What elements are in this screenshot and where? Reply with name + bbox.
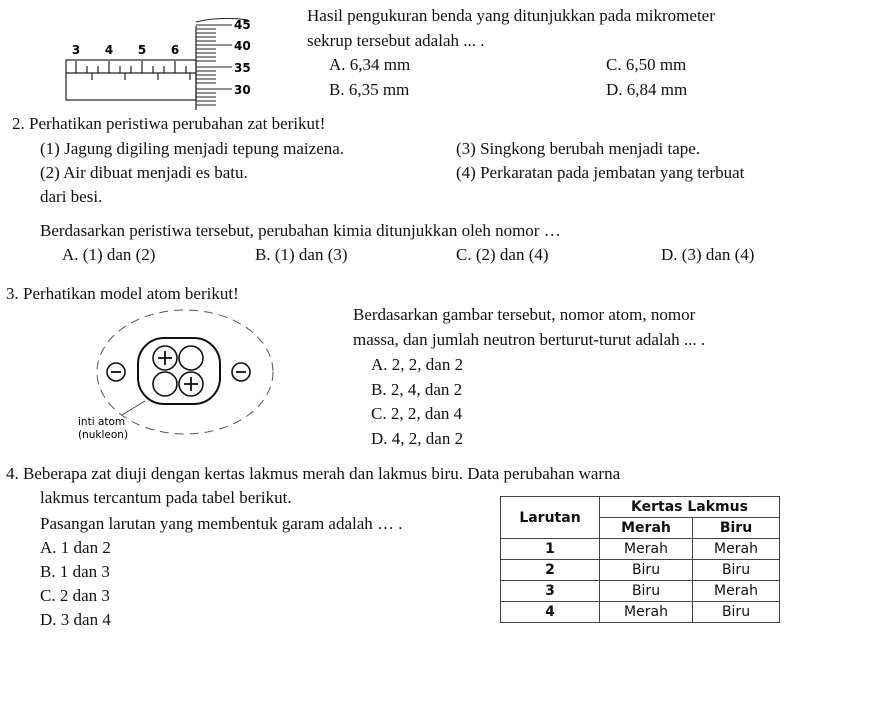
cell-biru: Merah [693, 581, 780, 602]
cell-larutan: 2 [501, 560, 600, 581]
header-merah: Merah [600, 518, 693, 539]
q3-title: 3. Perhatikan model atom berikut! [6, 284, 239, 303]
table-row [501, 602, 780, 623]
micrometer-figure [0, 0, 300, 112]
cell-larutan: 4 [501, 602, 600, 623]
atom-label-nukleon: (nukleon) [78, 429, 129, 441]
q3-option-b: B. 2, 4, dan 2 [371, 380, 463, 399]
litmus-table [500, 496, 780, 623]
q1-option-b: B. 6,35 mm [329, 80, 410, 99]
header-larutan: Larutan [501, 497, 600, 539]
q4-question: Pasangan larutan yang membentuk garam adalah … . [40, 514, 403, 533]
q2-option-d: D. (3) dan (4) [661, 245, 755, 264]
thimble-label-35: 35 [234, 61, 251, 75]
q2-item-3: (3) Singkong berubah menjadi tape. [456, 139, 701, 158]
q1-stem-line1: Hasil pengukuran benda yang ditunjukkan pada mikrometer [307, 6, 715, 25]
cell-larutan: 3 [501, 581, 600, 602]
q2-item-4-cont: dari besi. [40, 187, 103, 206]
q2-item-2: (2) Air dibuat menjadi es batu. [40, 163, 248, 182]
q3-option-d: D. 4, 2, dan 2 [371, 429, 464, 448]
sleeve-label-3: 3 [71, 43, 81, 57]
q1-option-d: D. 6,84 mm [606, 80, 688, 99]
q1-stem-line2: sekrup tersebut adalah ... . [307, 31, 485, 50]
cell-merah: Biru [600, 560, 693, 581]
q1-option-c: C. 6,50 mm [606, 55, 687, 74]
cell-merah: Biru [600, 581, 693, 602]
q2-item-1: (1) Jagung digiling menjadi tepung maizena. [40, 139, 345, 158]
q2-question: Berdasarkan peristiwa tersebut, perubahan kimia ditunjukkan oleh nomor … [40, 221, 561, 240]
sleeve-label-6: 6 [170, 43, 180, 57]
atom-model-figure [70, 305, 330, 455]
q4-option-c: C. 2 dan 3 [40, 586, 110, 605]
q2-option-b: B. (1) dan (3) [255, 245, 348, 264]
q2-option-c: C. (2) dan (4) [456, 245, 549, 264]
q3-option-a: A. 2, 2, dan 2 [371, 355, 464, 374]
cell-biru: Biru [693, 560, 780, 581]
cell-larutan: 1 [501, 539, 600, 560]
sleeve-label-4: 4 [104, 43, 114, 57]
q1-option-a: A. 6,34 mm [329, 55, 411, 74]
table-row [501, 560, 780, 581]
q3-stem-line2: massa, dan jumlah neutron berturut-turut adalah ... . [353, 330, 706, 349]
q2-option-a: A. (1) dan (2) [62, 245, 156, 264]
sleeve-label-5: 5 [137, 43, 147, 57]
q3-option-c: C. 2, 2, dan 4 [371, 404, 463, 423]
thimble-label-40: 40 [234, 39, 251, 53]
thimble-label-30: 30 [234, 83, 251, 97]
q4-option-a: A. 1 dan 2 [40, 538, 111, 557]
q4-stem-line2: lakmus tercantum pada tabel berikut. [40, 488, 292, 507]
header-kertas-lakmus: Kertas Lakmus [600, 497, 780, 518]
cell-merah: Merah [600, 539, 693, 560]
cell-biru: Biru [693, 602, 780, 623]
q2-title: 2. Perhatikan peristiwa perubahan zat berikut! [12, 114, 326, 133]
q3-stem-line1: Berdasarkan gambar tersebut, nomor atom, nomor [353, 305, 696, 324]
cell-merah: Merah [600, 602, 693, 623]
q4-option-d: D. 3 dan 4 [40, 610, 111, 629]
cell-biru: Merah [693, 539, 780, 560]
table-row [501, 581, 780, 602]
header-biru: Biru [693, 518, 780, 539]
q4-option-b: B. 1 dan 3 [40, 562, 110, 581]
q4-stem-line1: 4. Beberapa zat diuji dengan kertas lakmus merah dan lakmus biru. Data perubahan warna [6, 464, 621, 483]
table-row [501, 539, 780, 560]
thimble-label-45: 45 [234, 18, 251, 32]
q2-item-4: (4) Perkaratan pada jembatan yang terbuat [456, 163, 745, 182]
atom-label-inti: inti atom [78, 416, 126, 428]
